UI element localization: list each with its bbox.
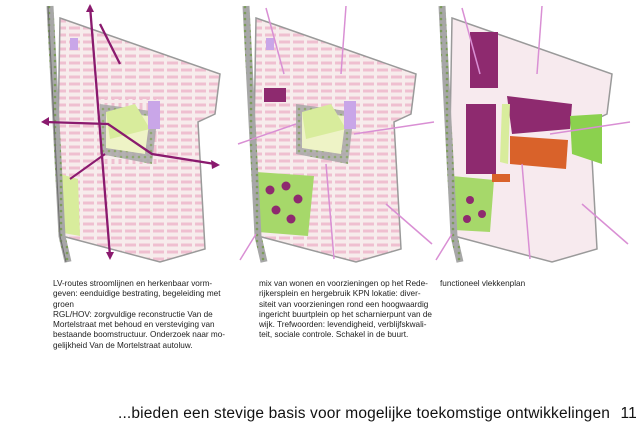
map-lv-routes-drawing: [40, 4, 240, 266]
building: [344, 101, 356, 129]
dot-marker: [266, 186, 275, 195]
zone-purple: [470, 32, 498, 88]
arrow-icon: [41, 117, 49, 126]
arrow-icon: [211, 160, 220, 169]
zone-orange: [510, 136, 568, 169]
zone-orange: [492, 174, 510, 182]
arrow-icon: [86, 4, 94, 12]
caption-function: functioneel vlekkenplan: [440, 279, 526, 288]
page-number: 11: [620, 405, 637, 422]
caption-mix: mix van wonen en voorzieningen op het Rede- rijkersplein en hergebruik KPN lokatie: diver- siteit van voorzieningen rond een hoogwaardig ingericht buurtplein op het scharnierpunt van de wijk. Trefwoorden: levendigheid, verblijfskwali- teit, sociale controle. Schakel in de buurt.: [259, 279, 432, 340]
map-mix-wonen-drawing: [236, 4, 436, 266]
route: [240, 234, 256, 260]
dot-marker: [272, 206, 281, 215]
route: [436, 234, 452, 260]
building: [148, 101, 160, 129]
building: [70, 38, 78, 50]
dot-marker: [294, 195, 303, 204]
footer-text: ...bieden een stevige basis voor mogelijke toekomstige ontwikkelingen: [118, 405, 610, 422]
building: [266, 38, 274, 50]
zone-green: [452, 176, 494, 232]
dot-marker: [287, 215, 296, 224]
dot-marker: [466, 196, 474, 204]
map-vlekkenplan: [432, 4, 632, 266]
footer: [118, 405, 637, 423]
zone-purple: [466, 104, 496, 174]
map-lv-routes: [40, 4, 240, 266]
caption-lv-routes: LV-routes stroomlijnen en herkenbaar vorm- geven: eenduidige bestrating, begeleiding met groen RGL/HOV: zorgvuldige reconstructie Van de Mortelstraat met behoud en versteviging van bestaande boomstructuur. Onderzoek naar mo- gelijkheid Van de Mortelstraat autoluw.: [53, 279, 226, 350]
arrow-icon: [106, 252, 114, 260]
green-area: [256, 172, 314, 236]
mixed-use-block: [264, 88, 286, 102]
dot-marker: [463, 215, 471, 223]
map-vlekkenplan-drawing: [432, 4, 632, 266]
dot-marker: [282, 182, 291, 191]
dot-marker: [478, 210, 486, 218]
map-mix-wonen: [236, 4, 436, 266]
